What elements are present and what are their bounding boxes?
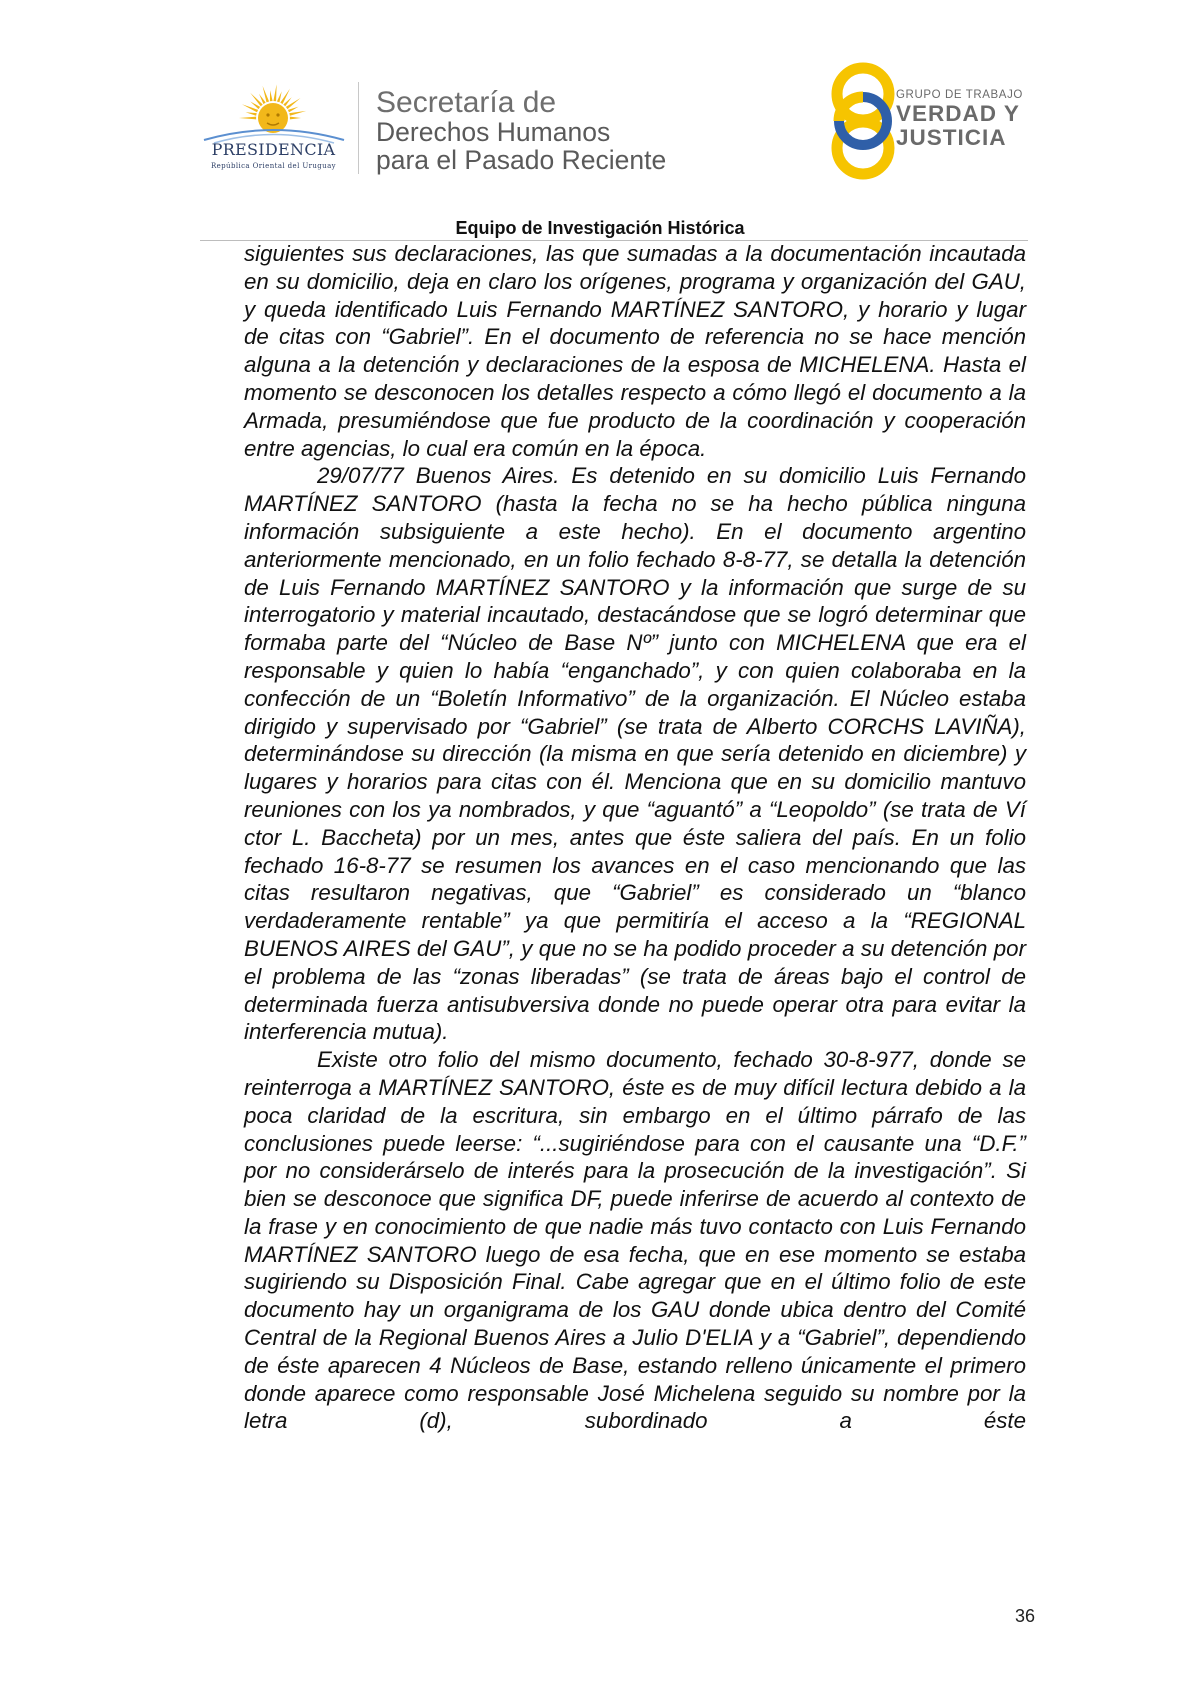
secretaria-line-1: Secretaría de [376, 86, 557, 119]
secretaria-line-2: Derechos Humanos [376, 117, 611, 147]
team-title: Equipo de Investigación Histórica [455, 218, 745, 238]
grupo-line-3: JUSTICIA [896, 125, 1007, 150]
sun-ray [288, 107, 299, 113]
presidencia-logo [196, 80, 351, 180]
logo-divider [358, 82, 359, 174]
verdad-justicia-rings-icon [820, 60, 906, 182]
sun-ray [277, 91, 282, 102]
paragraph: Existe otro folio del mismo documento, fechado 30-8-977, donde se reinterroga a MARTÍNEZ SANTORO, éste es de muy difícil lectura debido a la poca claridad de la escritura, sin embargo en el último párrafo de las conclusiones puede leerse: “...sugiriéndose para con el causante una “D.F.” por no considerárselo de interés para la prosecución de la investigación”. Si bien se desconoce que significa DF, puede inferirse de acuerdo al contexto de la frase y en conocimiento de que nadie más tuvo contacto con Luis Fernando MARTÍNEZ SANTORO luego de esa fecha, que en ese momento se estaba sugiriendo su Disposición Final. Cabe agregar que en el último folio de este documento hay un organigrama de los GAU donde ubica dentro del Comité Central de la Regional Buenos Aires a Julio D'ELIA y a “Gabriel”, dependiendo de éste aparecen 4 Núcleos de Base, estando relleno únicamente el primero donde aparece como responsable José Michelena seguido su nombre por la letra (d), subordinado a éste [244, 1047, 1026, 1434]
secretaria-logo-text [376, 88, 746, 174]
sun-ray [239, 117, 256, 120]
sun-ray [270, 90, 273, 101]
sun-ray [273, 84, 276, 101]
sun-ray [290, 117, 301, 120]
presidencia-subtitle: República Oriental del Uruguay [210, 162, 337, 170]
sun-ray [246, 112, 257, 116]
body-text [244, 240, 1026, 1435]
paragraph: ctor L. Baccheta) por un mes, antes que éste saliera del país. En un folio fechado 16-8-77 se resumen los avances en el caso mencionando que las citas resultaron negativas, que “Gabriel” es considerado un “blanco verdaderamente rentable” ya que permitiría el acceso a la “REGIONAL BUENOS AIRES del GAU”, y que no se ha podido proceder a su detención por el problema de las “zonas liberadas” (se trata de áreas bajo el control de determinada fuerza antisubversiva donde no puede operar otra para evitar la interferencia mutua). [244, 824, 1026, 1045]
grupo-trabajo-logo-text [896, 88, 1046, 150]
page-number: 36 [1014, 1606, 1036, 1626]
paragraph: 29/07/77 Buenos Aires. Es detenido en su domicilio Luis Fernando MARTÍNEZ SANTORO (hasta la fecha no se ha hecho pública ninguna información subsiguiente a este hecho). En el documento argentino anteriormente mencionado, en un folio fechado 8-8-77, se detalla la detención de Luis Fernando MARTÍNEZ SANTORO y la información que surge de su interrogatorio y material incautado, destacándose que se logró determinar que formaba parte del “Núcleo de Base Nº” junto con MICHELENA que era el responsable y quien lo había “enganchado”, y con quien colaboraba en la confección de un “Boletín Informativo” de la organización. El Núcleo estaba dirigido y supervisado por “Gabriel” (se trata de Alberto CORCHS LAVIÑA), determinándose su dirección (la misma en que sería detenido en diciembre) y lugares y horarios para citas con él. Menciona que en su domicilio mantuvo reuniones con los ya nombrados, y que “aguantó” a “Leopoldo” (se trata de Ví [244, 463, 1026, 822]
sun-ray [250, 93, 263, 107]
sun-ray [280, 89, 290, 104]
sun-emblem-icon [196, 80, 351, 144]
grupo-line-2: VERDAD Y [896, 101, 1020, 126]
sun-ray [289, 111, 306, 116]
paragraph: siguientes sus declaraciones, las que sumadas a la documentación incautada en su domicilio, deja en claro los orígenes, programa y organización del GAU, y queda identificado Luis Fernando MARTÍNEZ SANTORO, y horario y lugar de citas con “Gabriel”. En el documento de referencia no se hace mención alguna a la detención y declaraciones de la esposa de MICHELENA. Hasta el momento se desconocen los detalles respecto a cómo llegó el documento a la Armada, presumiéndose que fue producto de la coordinación y cooperación entre agencias, lo cual era común en la época. [244, 241, 1026, 461]
presidencia-name: PRESIDENCIA [211, 140, 336, 159]
secretaria-line-3: para el Pasado Reciente [376, 145, 667, 175]
grupo-line-1: GRUPO DE TRABAJO [896, 89, 1023, 101]
sun-ray [286, 98, 301, 109]
